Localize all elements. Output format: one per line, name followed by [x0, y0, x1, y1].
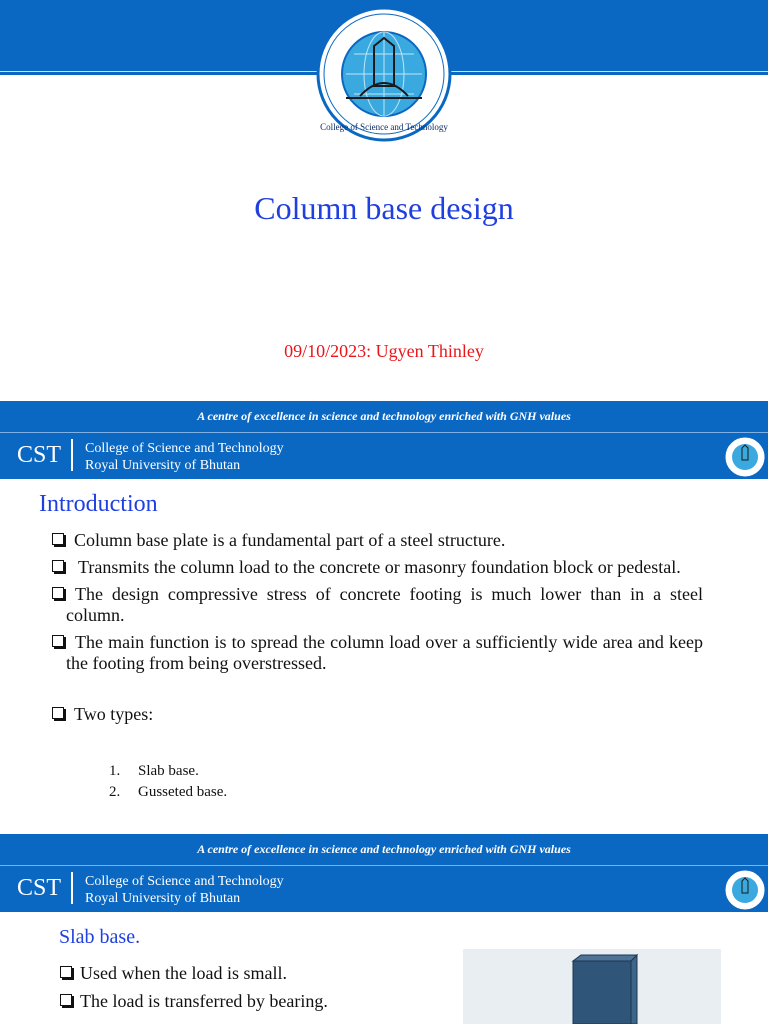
list-item: Two types: — [52, 704, 703, 725]
checkbox-bullet-icon — [52, 635, 64, 647]
cst-divider — [71, 872, 73, 904]
university-name: Royal University of Bhutan — [85, 458, 241, 473]
college-seal-logo — [316, 6, 452, 142]
tagline-text: A centre of excellence in science and technology enriched with GNH values — [197, 409, 571, 423]
base-types-list — [109, 761, 227, 803]
list-item: The main function is to spread the column load over a sufficiently wide area and keep the footing from being overstressed. — [52, 632, 703, 674]
introduction-heading: Introduction — [39, 491, 158, 517]
university-name: Royal University of Bhutan — [85, 891, 241, 906]
checkbox-bullet-icon — [52, 587, 64, 599]
tagline-bar — [0, 401, 768, 432]
list-item: 1. Slab base. — [109, 763, 199, 779]
checkbox-bullet-icon — [60, 966, 72, 978]
mini-seal-icon — [724, 869, 766, 911]
presentation-date-author: 09/10/2023: Ugyen Thinley — [284, 341, 484, 361]
institution-lines — [85, 873, 284, 907]
list-item: 2. Gusseted base. — [109, 784, 228, 800]
checkbox-bullet-icon — [52, 560, 64, 572]
cst-label: CST — [17, 875, 62, 901]
tagline-bar — [0, 834, 768, 865]
list-item: The design compressive stress of concrete footing is much lower than in a steel column. — [52, 584, 703, 626]
cst-divider — [71, 439, 73, 471]
cst-label: CST — [17, 442, 62, 468]
list-item: Column base plate is a fundamental part of a steel structure. — [52, 530, 703, 551]
slab-base-heading: Slab base. — [59, 926, 141, 948]
cst-header-bar — [0, 432, 768, 479]
college-name: College of Science and Technology — [85, 874, 284, 889]
college-name: College of Science and Technology — [85, 441, 284, 456]
cst-header-bar — [0, 865, 768, 912]
tagline-text: A centre of excellence in science and technology enriched with GNH values — [197, 842, 571, 856]
checkbox-bullet-icon — [52, 533, 64, 545]
seal-ring-text: College of Science and Technology — [320, 122, 448, 132]
institution-lines — [85, 440, 284, 474]
checkbox-bullet-icon — [52, 707, 64, 719]
presentation-title: Column base design — [254, 190, 514, 226]
slab-bullet-list — [60, 963, 328, 1019]
checkbox-bullet-icon — [60, 994, 72, 1006]
slab-base-column-image — [463, 949, 721, 1024]
intro-bullet-list — [52, 530, 703, 731]
mini-seal-icon — [724, 436, 766, 478]
list-item: Used when the load is small. — [60, 963, 328, 984]
list-item: The load is transferred by bearing. — [60, 991, 328, 1012]
list-item: Transmits the column load to the concrete or masonry foundation block or pedestal. — [52, 557, 703, 578]
